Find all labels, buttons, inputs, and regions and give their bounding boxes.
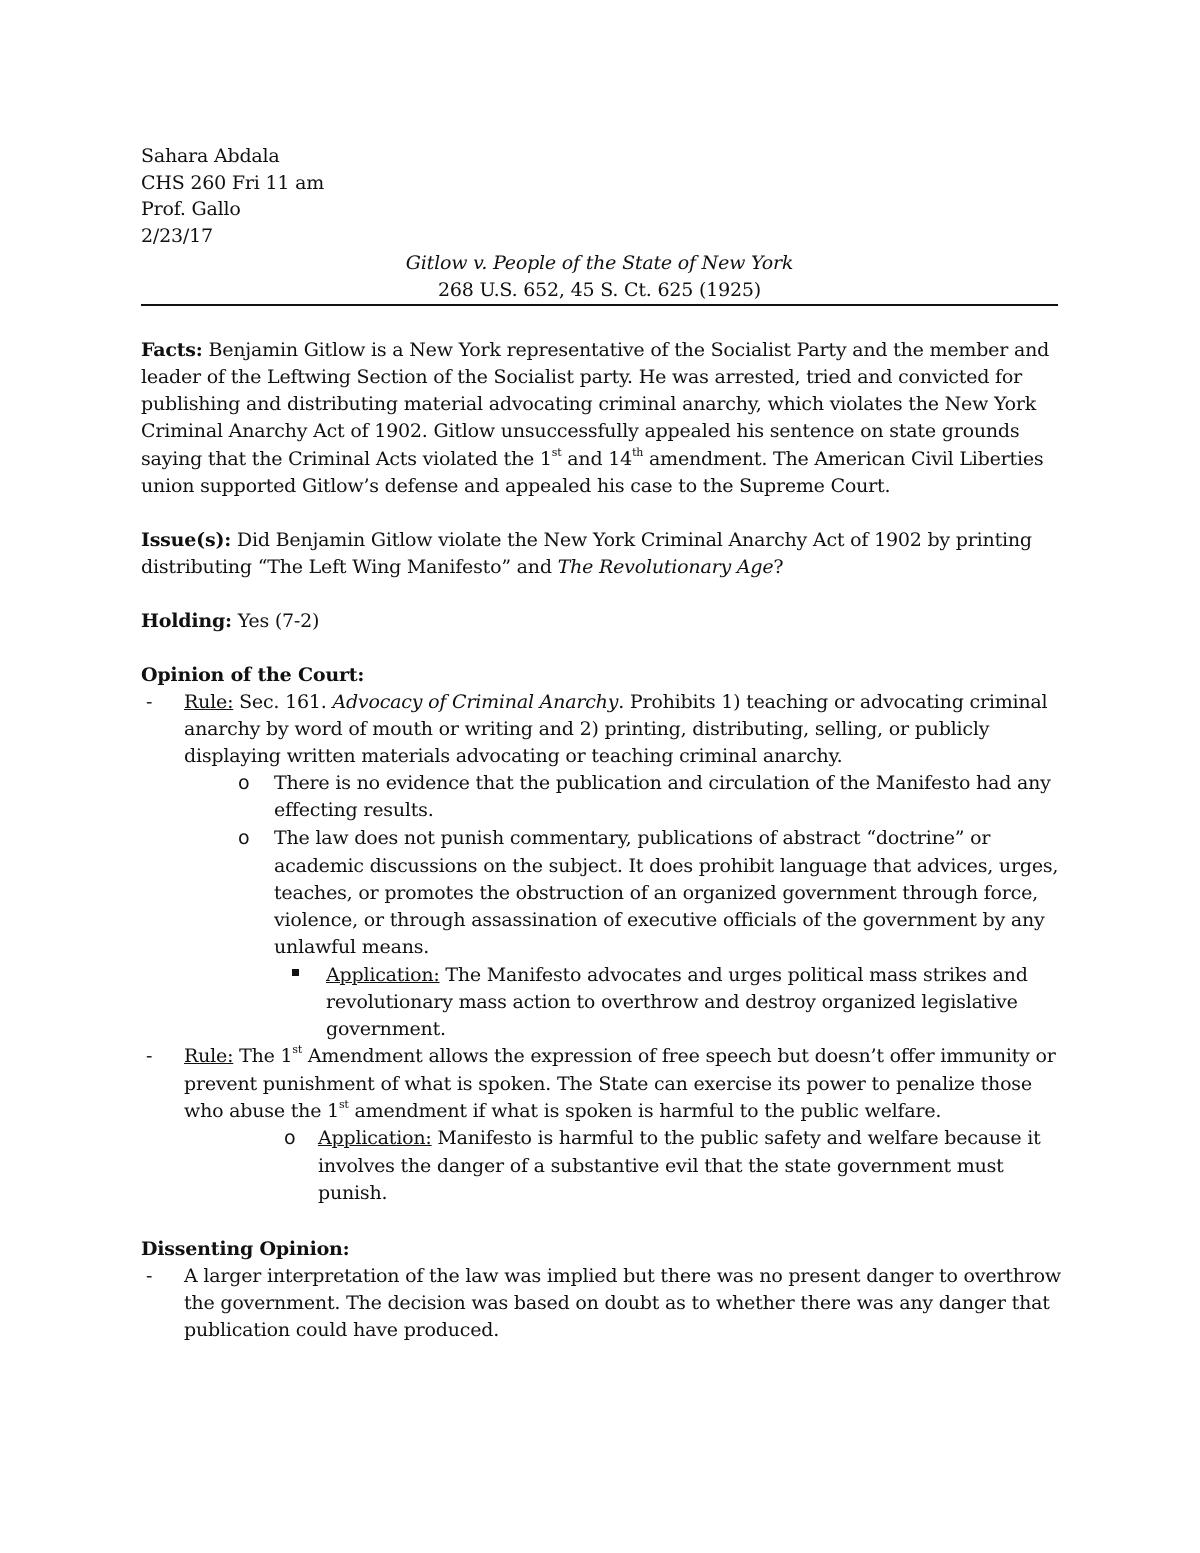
facts-line-1: Facts: Benjamin Gitlow is a New York representative of the Socialist Party and the member and: [141, 339, 1050, 361]
application-label: Application:: [318, 1127, 432, 1149]
rule2-application-line-3: punish.: [318, 1182, 388, 1204]
professor-name: Prof. Gallo: [141, 198, 241, 220]
dissent-heading: Dissenting Opinion:: [141, 1238, 350, 1260]
square-bullet: [292, 969, 299, 976]
issue-line-1: Issue(s): Did Benjamin Gitlow violate the New York Criminal Anarchy Act of 1902 by printing: [141, 529, 1032, 551]
dash-bullet: -: [146, 691, 153, 713]
dissent-line-1: A larger interpretation of the law was implied but there was no present danger to overthrow: [184, 1265, 1061, 1287]
rule2-application-line-2: involves the danger of a substantive evil that the state government must: [318, 1155, 1004, 1177]
author-name: Sahara Abdala: [141, 145, 280, 167]
course-info: CHS 260 Fri 11 am: [141, 172, 325, 194]
rule1-application-line-1: Application: The Manifesto advocates and urges political mass strikes and: [326, 964, 1028, 986]
facts-line-4: Criminal Anarchy Act of 1902. Gitlow unsuccessfully appealed his sentence on state grounds: [141, 420, 1020, 442]
rule2-application-line-1: Application: Manifesto is harmful to the public safety and welfare because it: [318, 1127, 1041, 1149]
rule2-label: Rule:: [184, 1045, 234, 1067]
rule2-line-2: prevent punishment of what is spoken. The State can exercise its power to penalize those: [184, 1073, 1032, 1095]
rule1-sub2-line-2: academic discussions on the subject. It does prohibit language that advices, urges,: [274, 855, 1059, 877]
rule1-line-1: Rule: Sec. 161. Advocacy of Criminal Anarchy. Prohibits 1) teaching or advocating criminal: [184, 691, 1048, 713]
rule2-line-1: Rule: The 1st Amendment allows the expression of free speech but doesn’t offer immunity or: [184, 1042, 1056, 1067]
rule1-sub2-line-3: teaches, or promotes the obstruction of an organized government through force,: [274, 882, 1038, 904]
facts-line-3: publishing and distributing material advocating criminal anarchy, which violates the New York: [141, 393, 1037, 415]
rule1-sub2-line-4: violence, or through assassination of executive officials of the government by any: [274, 909, 1045, 931]
facts-line-2: leader of the Leftwing Section of the Socialist party. He was arrested, tried and convicted for: [141, 366, 1022, 388]
facts-line-6: union supported Gitlow’s defense and appealed his case to the Supreme Court.: [141, 475, 891, 497]
document-date: 2/23/17: [141, 225, 213, 247]
case-citation: 268 U.S. 652, 45 S. Ct. 625 (1925): [438, 279, 761, 301]
title-divider: [141, 304, 1058, 306]
rule1-sub1-line-1: There is no evidence that the publication and circulation of the Manifesto had any: [274, 772, 1051, 794]
rule1-application-line-3: government.: [326, 1018, 446, 1040]
issue-label: Issue(s):: [141, 529, 232, 551]
holding-line: Holding: Yes (7-2): [141, 610, 320, 632]
facts-line-5: saying that the Criminal Acts violated the 1st and 14th amendment. The American Civil Liberties: [141, 445, 1044, 470]
dissent-line-3: publication could have produced.: [184, 1319, 500, 1341]
application-label: Application:: [326, 964, 440, 986]
rule1-label: Rule:: [184, 691, 234, 713]
opinion-heading: Opinion of the Court:: [141, 664, 365, 686]
dissent-line-2: the government. The decision was based on doubt as to whether there was any danger that: [184, 1292, 1050, 1314]
dash-bullet: -: [146, 1045, 153, 1067]
dash-bullet: -: [146, 1265, 153, 1287]
rule1-sub2-line-5: unlawful means.: [274, 936, 430, 958]
circle-bullet: o: [284, 1127, 296, 1149]
rule1-line-2: anarchy by word of mouth or writing and 2) printing, distributing, selling, or publicly: [184, 718, 990, 740]
rule1-sub1-line-2: effecting results.: [274, 799, 434, 821]
circle-bullet: o: [238, 827, 250, 849]
issue-line-2: distributing “The Left Wing Manifesto” and The Revolutionary Age?: [141, 556, 784, 578]
circle-bullet: o: [238, 772, 250, 794]
facts-label: Facts:: [141, 339, 203, 361]
rule1-sub2-line-1: The law does not punish commentary, publications of abstract “doctrine” or: [274, 827, 991, 849]
rule1-line-3: displaying written materials advocating or teaching criminal anarchy.: [184, 745, 843, 767]
holding-label: Holding:: [141, 610, 232, 632]
rule1-application-line-2: revolutionary mass action to overthrow and destroy organized legislative: [326, 991, 1018, 1013]
rule2-line-3: who abuse the 1st amendment if what is spoken is harmful to the public welfare.: [184, 1097, 942, 1122]
case-title: Gitlow v. People of the State of New York: [405, 252, 794, 274]
